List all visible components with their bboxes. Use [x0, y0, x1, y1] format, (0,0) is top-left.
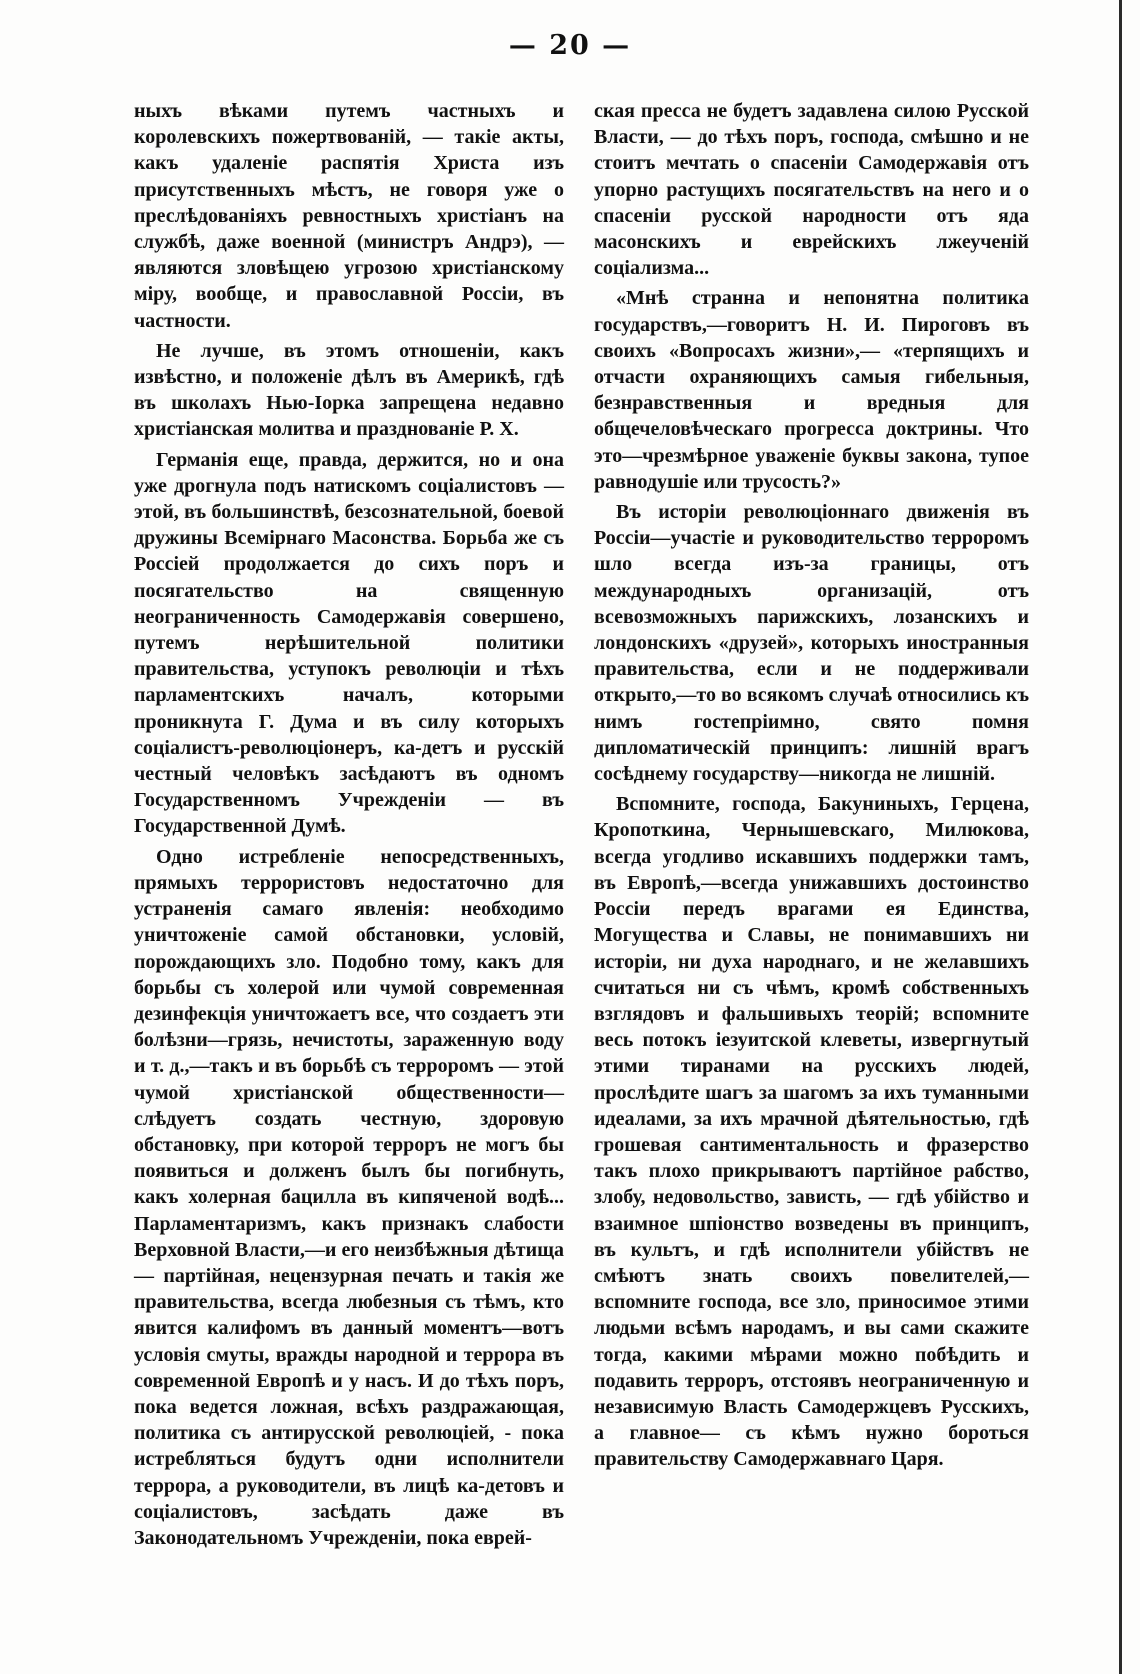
right-column	[594, 98, 1029, 1477]
scan-edge-line	[1119, 0, 1122, 1674]
page-number: — 20 —	[508, 30, 632, 61]
right-paragraph-4: Вспомните, господа, Бакуниныхъ, Герцена, Кропоткина, Чернышевскаго, Милюкова, всегда угодливо искавшихъ поддержки тамъ, въ Европѣ,—всегда унижавшихъ достоинство Россіи передъ врагами ея Единства, Могущества и Славы, не понимавшихъ ни исторіи, ни духа народнаго, и не желавшихъ считаться ни съ чѣмъ, кромѣ собственныхъ взглядовъ и фальшивыхъ теорій; вспомните весь потокъ іезуитской клеветы, извергнутый этими тиранами на русскихъ людей, прослѣдите шагъ за шагомъ за ихъ туманными идеалами, за ихъ мрачной дѣятельностью, гдѣ грошевая сантиментальность и фразерство такъ плохо прикрываютъ партійное рабство, злобу, недовольство, зависть, — гдѣ убійство и взаимное шпіонство возведены въ принципъ, въ культъ, и гдѣ исполнители убійствъ не смѣютъ знать своихъ повелителей,— вспомните господа, все зло, приносимое этими людьми всѣмъ народамъ, и вы сами скажите тогда, какими мѣрами можно побѣдить и подавить терроръ, отстоявъ неограниченную и независимую Власть Самодержцевъ Русскихъ, а главное— съ кѣмъ нужно бороться правительству Самодержавнаго Царя.	[594, 793, 1029, 1471]
right-paragraph-3: Въ исторіи революціоннаго движенія въ Россіи—участіе и руководительство терроромъ шло всегда изъ-за границы, отъ международныхъ организацій, отъ всевозможныхъ парижскихъ, лозанскихъ и лондонскихъ «друзей», которыхъ иностранныя правительства, если и не поддерживали открыто,—то во всякомъ случаѣ относились къ нимъ гостепріимно, свято помня дипломатическій принципъ: лишній врагъ сосѣднему государству—никогда не лишній.	[594, 501, 1029, 786]
right-paragraph-1: ская пресса не будетъ задавлена силою Русской Власти, — до тѣхъ поръ, господа, смѣшно и не стоитъ мечтать о спасеніи Самодержавія отъ упорно растущихъ посягательствъ на него и о спасеніи русской народности отъ яда масонскихъ и еврейскихъ лжеученій соціализма...	[594, 100, 1029, 280]
right-paragraph-2: «Мнѣ странна и непонятна политика государствъ,—говоритъ Н. И. Пироговъ въ своихъ «Вопросахъ жизни»,— «терпящихъ и отчасти охраняющихъ самыя гибельныя, безнравственныя и вредныя для общечеловѣческаго прогресса доктрины. Что это—чрезмѣрное уваженіе буквы закона, тупое равнодушіе или трусость?»	[594, 287, 1029, 493]
left-column	[134, 98, 564, 1555]
left-paragraph-3: Германія еще, правда, держится, но и она уже дрогнула подъ натискомъ соціалистовъ — этой, въ большинствѣ, безсознательной, боевой дружины Всемірнаго Масонства. Борьба же съ Россіей продолжается до сихъ поръ и посягательство на священную неограниченность Самодержавія совершено, путемъ нерѣшительной политики правительства, уступокъ революціи и тѣхъ парламентскихъ началъ, которыми проникнута Г. Дума и въ силу которыхъ соціалистъ-революціонеръ, ка-детъ и русскій честный человѣкъ засѣдаютъ въ одномъ Государственномъ Учрежденіи — въ Государственной Думѣ.	[134, 448, 564, 838]
left-paragraph-4: Одно истребленіе непосредственныхъ, прямыхъ террористовъ недостаточно для устраненія самаго явленія: необходимо уничтоженіе самой обстановки, условій, порождающихъ зло. Подобно тому, какъ для борьбы съ холерой или чумой современная дезинфекція уничтожаетъ все, что создаетъ эти болѣзни—грязь, нечистоты, зараженную воду и т. д.,—такъ и въ борьбѣ съ терроромъ — этой чумой христіанской общественности—слѣдуетъ создать честную, здоровую обстановку, при которой терроръ не могъ бы появиться и долженъ былъ бы погибнуть, какъ холерная бацилла въ кипяченой водѣ... Парламентаризмъ, какъ признакъ слабости Верховной Власти,—и его неизбѣжныя дѣтища— партійная, нецензурная печать и такія же правительства, всегда любезныя съ тѣмъ, кто явится калифомъ въ данный моментъ—вотъ условія смуты, вражды народной и террора въ современной Европѣ и у насъ. И до тѣхъ поръ, пока ведется ложная, всѣхъ раздражающая, политика съ антирусской революціей, - пока истребляться будутъ одни исполнители террора, а руководители, въ лицѣ ка-детовъ и соціалистовъ, засѣдать даже въ Законодательномъ Учрежденіи, пока еврей-	[134, 845, 564, 1549]
left-paragraph-2: Не лучше, въ этомъ отношеніи, какъ извѣстно, и положеніе дѣлъ въ Америкѣ, гдѣ въ школахъ Нью-Іорка запрещена недавно христіанская молитва и празднованіе Р. Х.	[134, 339, 564, 441]
left-paragraph-1: ныхъ вѣками путемъ частныхъ и королевскихъ пожертвованій, — такіе акты, какъ удаленіе распятія Христа изъ присутственныхъ мѣстъ, не говоря уже о преслѣдованіяхъ ревностныхъ христіанъ на службѣ, даже военной (министръ Андрэ), — являются зловѣщею угрозою христіанскому міру, вообще, и православной Россіи, въ частности.	[134, 100, 564, 332]
